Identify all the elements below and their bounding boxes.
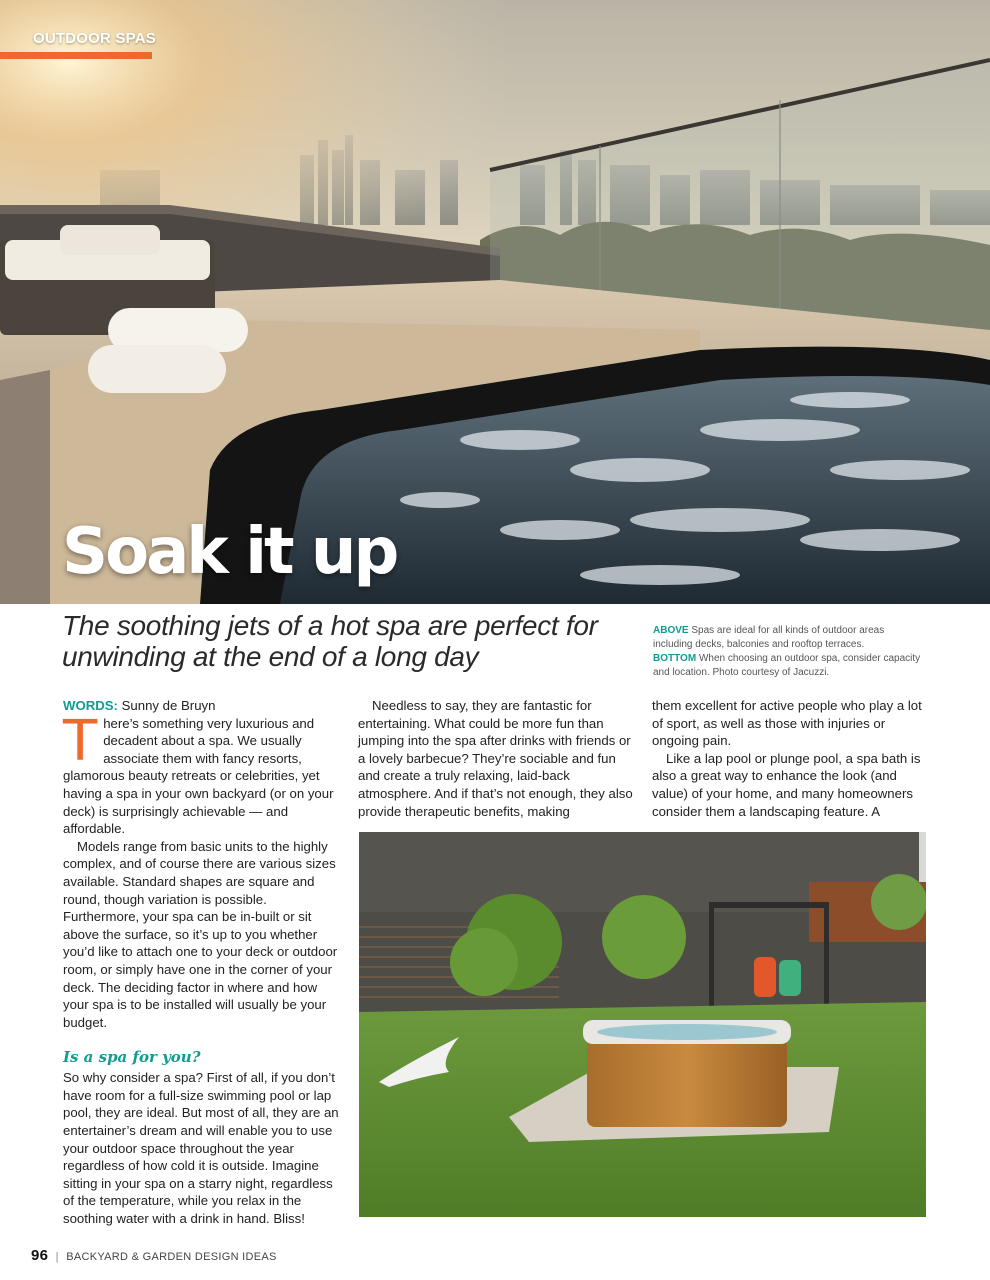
byline	[63, 697, 343, 715]
standfirst: The soothing jets of a hot spa are perfect for unwinding at the end of a long day	[62, 610, 598, 672]
rooftop-spa-illustration	[0, 0, 990, 604]
caption-above-label: ABOVE	[653, 625, 689, 636]
caption-bottom-text: When choosing an outdoor spa, consider capacity and location. Photo courtesy of Jacuzzi.	[653, 653, 921, 678]
byline-label: WORDS:	[63, 698, 118, 713]
paragraph-2: Models range from basic units to the highly complex, and of course there are various sizes available. Standard shapes are square and round, though variation is possible. Furthermore, your spa can be in-built or sit above the surface, so it’s up to you whether you’d like to attach one to your deck or outdoor room, or simply have one in the corner of your deck. The deciding factor in where and how your spa is to be installed will usually be your budget.	[63, 838, 338, 1030]
article-column-2	[358, 697, 636, 820]
hero-photo	[0, 0, 990, 604]
caption-bottom-label: BOTTOM	[653, 653, 697, 664]
section-rule	[0, 52, 152, 59]
headline: Soak it up	[62, 515, 397, 589]
page-number: 96	[31, 1247, 49, 1264]
paragraph-5: them excellent for active people who play a lot of sport, as well as those with injuries or ongoing pain.	[652, 698, 922, 749]
paragraph-1-text: here’s something very luxurious and decadent about a spa. We usually associate them with fancy resorts, glamorous beauty retreats or celebrities, yet having a spa in your own backyard (or on your deck) is surprisingly achievable — and affordable.	[63, 715, 334, 837]
paragraph-4: Needless to say, they are fantastic for entertaining. What could be more fun than jumping into the spa after drinks with friends or a lovely barbecue? They’re sociable and fun and create a truly relaxing, laid-back atmosphere. And if that’s not enough, they also provide therapeutic benefits, making	[358, 698, 633, 819]
subheading: Is a spa for you?	[63, 1048, 201, 1067]
caption-above-text: Spas are ideal for all kinds of outdoor areas including decks, balconies and rooftop terraces.	[653, 625, 885, 650]
paragraph-3: So why consider a spa? First of all, if you don’t have room for a full-size swimming pool or lap pool, they are ideal. But most of all, they are an entertainer’s dream and will enable you to use your outdoor space throughout the year regardless of how cold it is outside. Imagine sitting in your spa on a starry night, regardless of the temperature, while you relax in the soothing water with a drink in hand. Bliss!	[63, 1070, 339, 1227]
publication-title: BACKYARD & GARDEN DESIGN IDEAS	[66, 1251, 277, 1263]
drop-cap: T	[63, 708, 98, 774]
article-column-3	[652, 697, 930, 820]
garden-spa-illustration	[359, 832, 926, 1217]
garden-spa-photo	[359, 832, 926, 1217]
footer-separator: |	[55, 1251, 59, 1263]
page-footer	[31, 1247, 277, 1264]
section-tag: OUTDOOR SPAS	[33, 30, 156, 47]
article-column-1	[63, 697, 343, 1228]
paragraph-6: Like a lap pool or plunge pool, a spa bath is also a great way to enhance the look (and value) of your home, and many homeowners consider them a landscaping feature. A	[652, 750, 921, 819]
byline-name: Sunny de Bruyn	[121, 698, 216, 713]
photo-caption	[653, 624, 923, 680]
paragraph-1	[63, 708, 343, 838]
